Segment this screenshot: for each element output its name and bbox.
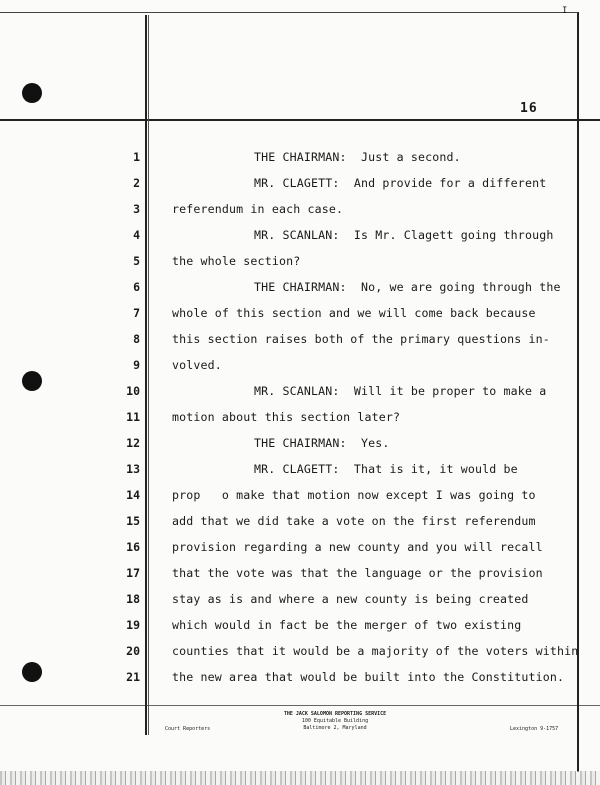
transcript-line bbox=[0, 254, 600, 274]
line-number: 4 bbox=[133, 228, 140, 242]
footer-service-name: THE JACK SALOMON REPORTING SERVICE bbox=[283, 711, 387, 717]
line-text: provision regarding a new county and you will recall bbox=[172, 540, 543, 554]
transcript-line bbox=[0, 462, 600, 482]
line-text: prop o make that motion now except I was going to bbox=[172, 488, 536, 502]
footer-rule bbox=[0, 705, 600, 706]
punch-hole-top bbox=[22, 83, 42, 103]
scan-noise-strip bbox=[0, 771, 600, 785]
line-text: the whole section? bbox=[172, 254, 301, 268]
line-text: that the vote was that the language or the provision bbox=[172, 566, 543, 580]
line-text: MR. CLAGETT: That is it, it would be bbox=[254, 462, 518, 476]
header-rule bbox=[0, 119, 600, 121]
transcript-line bbox=[0, 150, 600, 170]
transcript-line bbox=[0, 202, 600, 222]
line-text: THE CHAIRMAN: Just a second. bbox=[254, 150, 461, 164]
transcript-line bbox=[0, 644, 600, 664]
line-number: 1 bbox=[133, 150, 140, 164]
transcript-line bbox=[0, 176, 600, 196]
line-number: 9 bbox=[133, 358, 140, 372]
line-text: stay as is and where a new county is being created bbox=[172, 592, 529, 606]
line-text: this section raises both of the primary questions in- bbox=[172, 332, 550, 346]
transcript-line bbox=[0, 410, 600, 430]
transcript-line bbox=[0, 670, 600, 690]
line-text: counties that it would be a majority of the voters within bbox=[172, 644, 579, 658]
transcript-line bbox=[0, 358, 600, 378]
line-text: whole of this section and we will come back because bbox=[172, 306, 536, 320]
line-number: 11 bbox=[126, 410, 140, 424]
line-number: 7 bbox=[133, 306, 140, 320]
line-text: which would in fact be the merger of two existing bbox=[172, 618, 522, 632]
transcript-line bbox=[0, 306, 600, 326]
line-text: the new area that would be built into the Constitution. bbox=[172, 670, 565, 684]
line-text: THE CHAIRMAN: Yes. bbox=[254, 436, 390, 450]
line-text: referendum in each case. bbox=[172, 202, 344, 216]
transcript-line bbox=[0, 540, 600, 560]
top-edge-rule bbox=[0, 12, 578, 13]
line-number: 6 bbox=[133, 280, 140, 294]
page-number: 16 bbox=[520, 101, 538, 116]
transcript-line bbox=[0, 332, 600, 352]
transcript-line bbox=[0, 488, 600, 508]
footer-address-2: Baltimore 2, Maryland bbox=[303, 725, 367, 731]
footer-address-1: 100 Equitable Building bbox=[301, 718, 369, 724]
line-number: 2 bbox=[133, 176, 140, 190]
line-text: MR. SCANLAN: Is Mr. Clagett going through bbox=[254, 228, 554, 242]
line-number: 18 bbox=[126, 592, 140, 606]
transcript-line bbox=[0, 228, 600, 248]
line-text: add that we did take a vote on the first referendum bbox=[172, 514, 536, 528]
transcript-line bbox=[0, 566, 600, 586]
line-number: 5 bbox=[133, 254, 140, 268]
footer-service bbox=[260, 711, 410, 732]
line-number: 12 bbox=[126, 436, 140, 450]
line-number: 20 bbox=[126, 644, 140, 658]
line-text: volved. bbox=[172, 358, 222, 372]
line-number: 10 bbox=[126, 384, 140, 398]
transcript-line bbox=[0, 592, 600, 612]
line-number: 8 bbox=[133, 332, 140, 346]
line-number: 14 bbox=[126, 488, 140, 502]
line-number: 21 bbox=[126, 670, 140, 684]
transcript-line bbox=[0, 280, 600, 300]
footer-left-text: Court Reporters bbox=[165, 726, 211, 732]
line-number: 19 bbox=[126, 618, 140, 632]
transcript-line bbox=[0, 384, 600, 404]
line-text: MR. CLAGETT: And provide for a different bbox=[254, 176, 547, 190]
line-number: 16 bbox=[126, 540, 140, 554]
transcript-line bbox=[0, 618, 600, 638]
footer-right-text: Lexington 9-1757 bbox=[510, 726, 559, 732]
line-text: motion about this section later? bbox=[172, 410, 401, 424]
line-number: 3 bbox=[133, 202, 140, 216]
transcript-line bbox=[0, 514, 600, 534]
line-number: 13 bbox=[126, 462, 140, 476]
line-text: THE CHAIRMAN: No, we are going through the bbox=[254, 280, 561, 294]
line-number: 15 bbox=[126, 514, 140, 528]
line-text: MR. SCANLAN: Will it be proper to make a bbox=[254, 384, 547, 398]
line-number: 17 bbox=[126, 566, 140, 580]
transcript-line bbox=[0, 436, 600, 456]
corner-mark: I bbox=[562, 6, 568, 16]
